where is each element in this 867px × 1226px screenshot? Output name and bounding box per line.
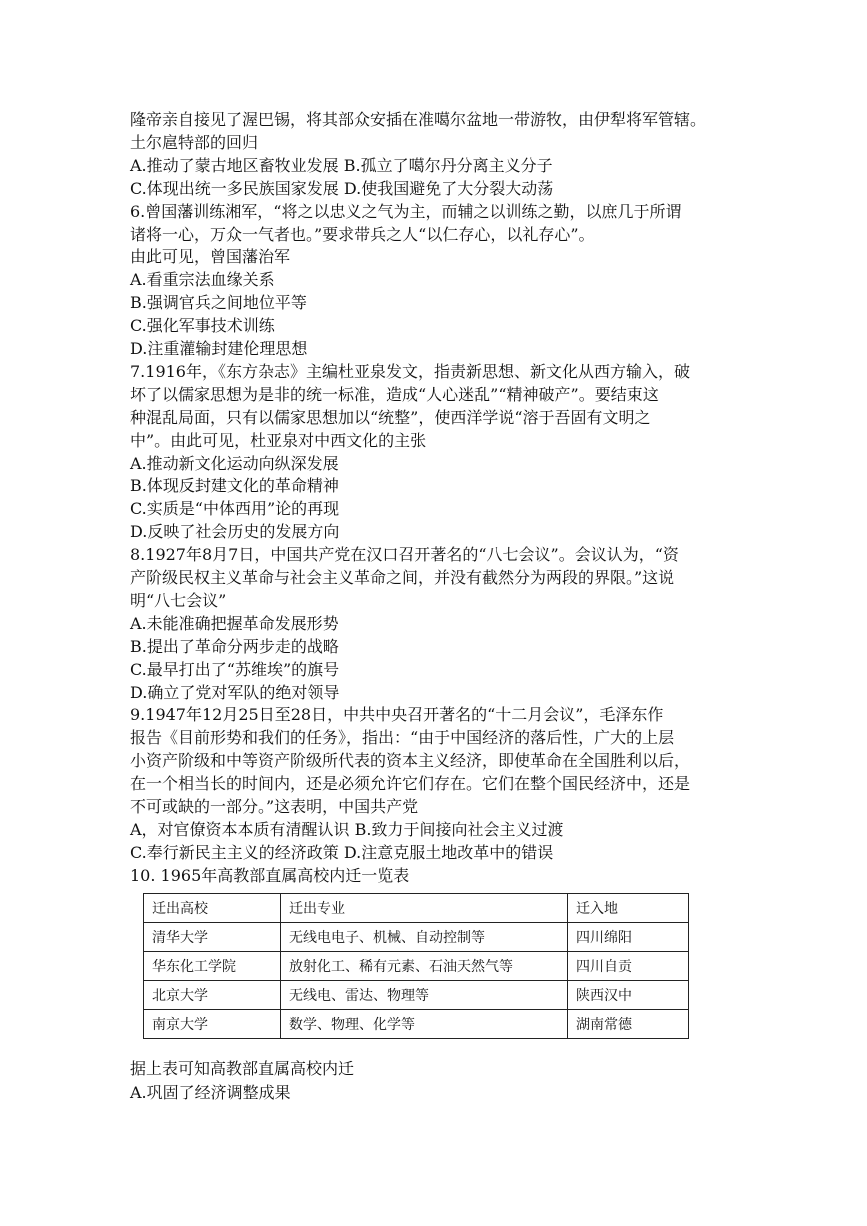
table-cell: 无线电、雷达、物理等 [281, 981, 568, 1010]
table-row [144, 1010, 689, 1039]
text-line: 不可或缺的一部分。”这表明，中国共产党 [130, 797, 419, 816]
table-cell: 放射化工、稀有元素、石油天然气等 [281, 952, 568, 981]
text-line: 诸将一心，万众一气者也。”要求带兵之人“以仁存心，以礼存心”。 [130, 224, 595, 244]
text-line: A.未能准确把握革命发展形势 [130, 613, 339, 633]
text-line: 种混乱局面，只有以儒家思想加以“统整”，使西洋学说“溶于吾固有文明之 [130, 407, 651, 427]
text-line: C.强化军事技术训练 [130, 316, 275, 336]
table-cell: 数学、物理、化学等 [281, 1010, 568, 1039]
text-line: 小资产阶级和中等资产阶级所代表的资本主义经济，即使革命在全国胜利以后， [130, 751, 691, 771]
text-line: B.强调官兵之间地位平等 [130, 293, 307, 313]
table-header-row [144, 894, 689, 923]
text-line: 报告《目前形势和我们的任务》，指出：“由于中国经济的落后性，广大的上层 [130, 728, 675, 748]
text-line: B.体现反封建文化的革命精神 [130, 476, 339, 496]
text-line: 明“八七会议” [130, 590, 227, 610]
table-row [144, 952, 689, 981]
text-line: B.提出了革命分两步走的战略 [130, 636, 339, 656]
table-cell: 湖南常德 [568, 1010, 689, 1039]
text-line: C.体现出统一多民族国家发展 D.使我国避免了大分裂大动荡 [130, 178, 554, 198]
table-cell: 陕西汉中 [568, 981, 689, 1010]
text-line: 10. 1965年高教部直属高校内迁一览表 [130, 865, 410, 885]
text-line: 6.曾国藩训练湘军，“将之以忠义之气为主，而辅之以训练之勤，以庶几于所谓 [130, 201, 682, 221]
table-cell: 北京大学 [144, 981, 281, 1010]
text-line: C.最早打出了“苏维埃”的旗号 [130, 659, 340, 679]
text-line: A.推动新文化运动向纵深发展 [130, 453, 339, 473]
table-header-cell: 迁出高校 [144, 894, 281, 923]
text-line: A，对官僚资本本质有清醒认识 B.致力于间接向社会主义过渡 [130, 819, 564, 839]
text-line: 据上表可知高教部直属高校内迁 [130, 1059, 355, 1078]
table-cell: 南京大学 [144, 1010, 281, 1039]
text-line: C.实质是“中体西用”论的再现 [130, 499, 340, 519]
text-line: 9.1947年12月25日至28日，中共中央召开著名的“十二月会议”，毛泽东作 [130, 705, 664, 725]
text-line: 7.1916年，《东方杂志》主编杜亚泉发文，指责新思想、新文化从西方输入，破 [130, 361, 690, 381]
table-cell: 清华大学 [144, 923, 281, 952]
text-line: D.反映了社会历史的发展方向 [130, 522, 340, 542]
text-line: 8.1927年8月7日，中国共产党在汉口召开著名的“八七会议”。会议认为，“资 [130, 545, 679, 565]
text-line: D.确立了党对军队的绝对领导 [130, 682, 340, 702]
text-line: 隆帝亲自接见了渥巴锡，将其部众安插在准噶尔盆地一带游牧，由伊犁将军管辖。 [130, 110, 707, 129]
table-cell: 无线电电子、机械、自动控制等 [281, 923, 568, 952]
text-line: A.巩固了经济调整成果 [130, 1083, 291, 1102]
text-line: A.推动了蒙古地区畜牧业发展 B.孤立了噶尔丹分离主义分子 [130, 155, 553, 175]
table-cell: 四川绵阳 [568, 923, 689, 952]
table-row [144, 981, 689, 1010]
text-line: C.奉行新民主主义的经济政策 D.注意克服土地改革中的错误 [130, 842, 554, 862]
text-line: 产阶级民权主义革命与社会主义革命之间，并没有截然分为两段的界限。”这说 [130, 568, 675, 587]
table-cell: 华东化工学院 [144, 952, 281, 981]
text-line: 坏了以儒家思想为是非的统一标准，造成“人心迷乱”“精神破产”。要结束这 [130, 384, 659, 404]
text-line: 土尔扈特部的回归 [130, 132, 259, 152]
text-line: 中”。由此可见，杜亚泉对中西文化的主张 [130, 430, 427, 450]
text-line: 由此可见，曾国藩治军 [130, 247, 291, 267]
text-line: A.看重宗法血缘关系 [130, 270, 275, 290]
text-line: 在一个相当长的时间内，还是必须允许它们存在。它们在整个国民经济中，还是 [130, 774, 691, 794]
relocation-table [143, 893, 689, 1039]
table-header-cell: 迁出专业 [281, 894, 568, 923]
text-line: D.注重灌输封建伦理思想 [130, 339, 308, 358]
table-row [144, 923, 689, 952]
table-header-cell: 迁入地 [568, 894, 689, 923]
table-cell: 四川自贡 [568, 952, 689, 981]
